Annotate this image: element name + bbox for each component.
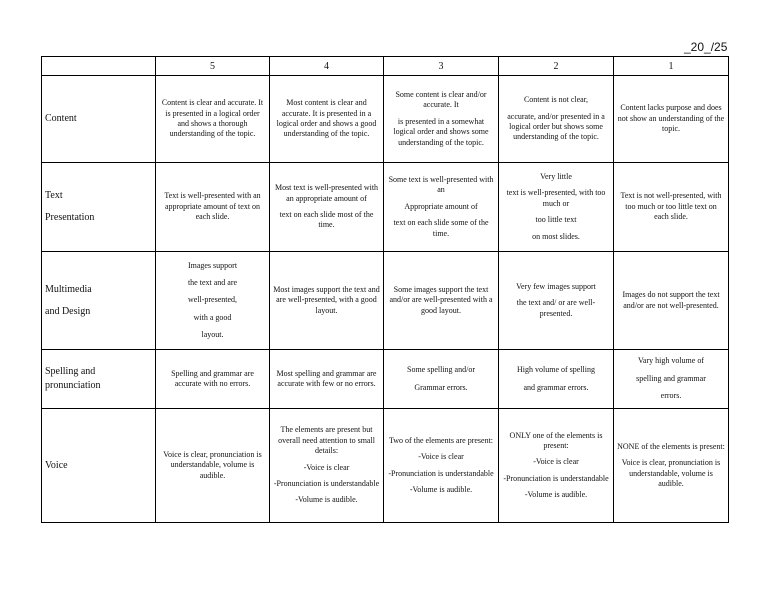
cell-text: Appropriate amount of xyxy=(404,201,478,211)
cell-text: Spelling and grammar are accurate with no errors. xyxy=(171,368,254,388)
row-label-content xyxy=(42,76,156,163)
cell-text: text on each slide most of the time. xyxy=(279,210,374,230)
criterion-cell xyxy=(384,163,499,252)
cell-text: -Voice is clear xyxy=(303,462,350,472)
column-header-3: 3 xyxy=(384,57,499,76)
cell-text: Some content is clear and/or accurate. It xyxy=(395,90,487,110)
cell-text: text is well-presented, with too much or xyxy=(506,188,606,208)
row-label-spelling-pronunciation xyxy=(42,350,156,409)
criterion-cell xyxy=(156,252,270,350)
cell-text: well-presented, xyxy=(187,295,238,305)
cell-text: -Pronunciation is understandable xyxy=(503,473,609,483)
row-label-voice xyxy=(42,409,156,523)
cell-text: Content lacks purpose and does not show an understanding of the topic. xyxy=(617,103,725,134)
criterion-cell xyxy=(270,76,384,163)
cell-text: -Volume is audible. xyxy=(295,495,358,505)
cell-text: Most images support the text and are well-presented, with a good layout. xyxy=(273,284,380,315)
cell-text: Some text is well-presented with an xyxy=(388,175,494,195)
criterion-cell xyxy=(614,350,729,409)
cell-text: errors. xyxy=(660,391,682,401)
cell-text: on most slides. xyxy=(532,231,580,241)
criterion-cell xyxy=(384,409,499,523)
cell-text: Vary high volume of xyxy=(638,356,704,366)
cell-text: -Pronunciation is understandable xyxy=(388,468,494,478)
cell-text: ONLY one of the elements is present: xyxy=(509,430,603,450)
criterion-cell xyxy=(156,409,270,523)
cell-text: Most content is clear and accurate. It is presented in a logical order and shows a good understanding of the topic. xyxy=(276,98,377,139)
table-row xyxy=(42,409,729,523)
header-row xyxy=(42,57,729,76)
criterion-cell xyxy=(614,163,729,252)
criterion-cell xyxy=(384,76,499,163)
cell-text: Very few images support xyxy=(516,281,596,291)
cell-text: Text is not well-presented, with too much or too little text on each slide. xyxy=(620,191,722,222)
table-row xyxy=(42,350,729,409)
cell-text: Two of the elements are present: xyxy=(388,435,494,445)
row-label-text: Text xyxy=(45,190,63,201)
table-row xyxy=(42,252,729,350)
cell-text: -Voice is clear xyxy=(533,457,579,467)
cell-text: Voice is clear, pronunciation is understandable, volume is audible. xyxy=(621,458,721,488)
cell-text: Content is clear and accurate. It is presented in a logical order and shows a thorough understanding of the topic. xyxy=(161,98,264,139)
cell-text: -Pronunciation is understandable xyxy=(273,478,380,488)
criterion-cell xyxy=(156,76,270,163)
cell-text: Most spelling and grammar are accurate with few or no errors. xyxy=(276,368,377,388)
cell-text: too little text xyxy=(535,215,577,225)
column-header-4: 4 xyxy=(270,57,384,76)
cell-text: Text is well-presented with an appropriate amount of text on each slide. xyxy=(164,191,261,222)
cell-text: Images do not support the text and/or are not well-presented. xyxy=(622,290,720,310)
cell-text: Voice is clear, pronunciation is understandable, volume is audible. xyxy=(163,449,262,480)
row-label-text: Spelling and xyxy=(45,366,96,377)
column-header-5: 5 xyxy=(156,57,270,76)
criterion-cell xyxy=(156,350,270,409)
column-header-1: 1 xyxy=(614,57,729,76)
criterion-cell xyxy=(270,409,384,523)
criterion-cell xyxy=(499,252,614,350)
criterion-cell xyxy=(614,76,729,163)
cell-text: the text and are xyxy=(187,277,238,287)
criterion-cell xyxy=(499,76,614,163)
cell-text: the text and/ or are well-presented. xyxy=(516,298,596,318)
rubric-table xyxy=(41,56,729,523)
criterion-cell xyxy=(270,163,384,252)
row-label-text: Presentation xyxy=(45,212,95,223)
cell-text: layout. xyxy=(201,330,224,340)
criterion-cell xyxy=(614,409,729,523)
criterion-cell xyxy=(499,409,614,523)
row-label-text: Voice xyxy=(45,459,68,471)
cell-text: High volume of spelling xyxy=(517,365,595,375)
cell-text: Most text is well-presented with an appropriate amount of xyxy=(274,183,379,203)
cell-text: with a good xyxy=(193,312,232,322)
cell-text: Content is not clear, xyxy=(523,95,589,105)
column-header-blank xyxy=(42,57,156,76)
row-label-multimedia-design xyxy=(42,252,156,350)
row-label-text: pronunciation xyxy=(45,380,101,391)
cell-text: The elements are present but overall need attention to small details: xyxy=(278,425,375,456)
cell-text: -Volume is audible. xyxy=(524,490,588,500)
criterion-cell xyxy=(156,163,270,252)
cell-text: Grammar errors. xyxy=(414,382,468,392)
cell-text: Very little xyxy=(540,172,572,182)
criterion-cell xyxy=(384,252,499,350)
criterion-cell xyxy=(384,350,499,409)
column-header-2: 2 xyxy=(499,57,614,76)
criterion-cell xyxy=(499,350,614,409)
table-row xyxy=(42,163,729,252)
row-label-text: and Design xyxy=(45,305,91,317)
cell-text: Some spelling and/or xyxy=(407,365,475,375)
cell-text: Images support xyxy=(187,260,238,270)
cell-text: and grammar errors. xyxy=(523,382,589,392)
cell-text: is presented in a somewhat logical order and shows some understanding of the topic. xyxy=(393,116,489,147)
cell-text: -Voice is clear xyxy=(418,452,464,462)
cell-text: -Volume is audible. xyxy=(409,484,473,494)
cell-text: accurate, and/or presented in a logical order but shows some understanding of the topic. xyxy=(507,111,605,142)
cell-text: text on each slide some of the time. xyxy=(393,218,489,238)
cell-text: Some images support the text and/or are well-presented with a good layout. xyxy=(389,284,493,315)
criterion-cell xyxy=(499,163,614,252)
score-label: _20_/25 xyxy=(684,40,728,54)
criterion-cell xyxy=(270,252,384,350)
row-label-text-presentation xyxy=(42,163,156,252)
cell-text: spelling and grammar xyxy=(636,373,706,383)
table-row xyxy=(42,76,729,163)
row-label-text: Multimedia xyxy=(45,283,92,295)
criterion-cell xyxy=(270,350,384,409)
row-label-text: Content xyxy=(45,113,77,124)
criterion-cell xyxy=(614,252,729,350)
cell-text: NONE of the elements is present: xyxy=(617,441,725,451)
